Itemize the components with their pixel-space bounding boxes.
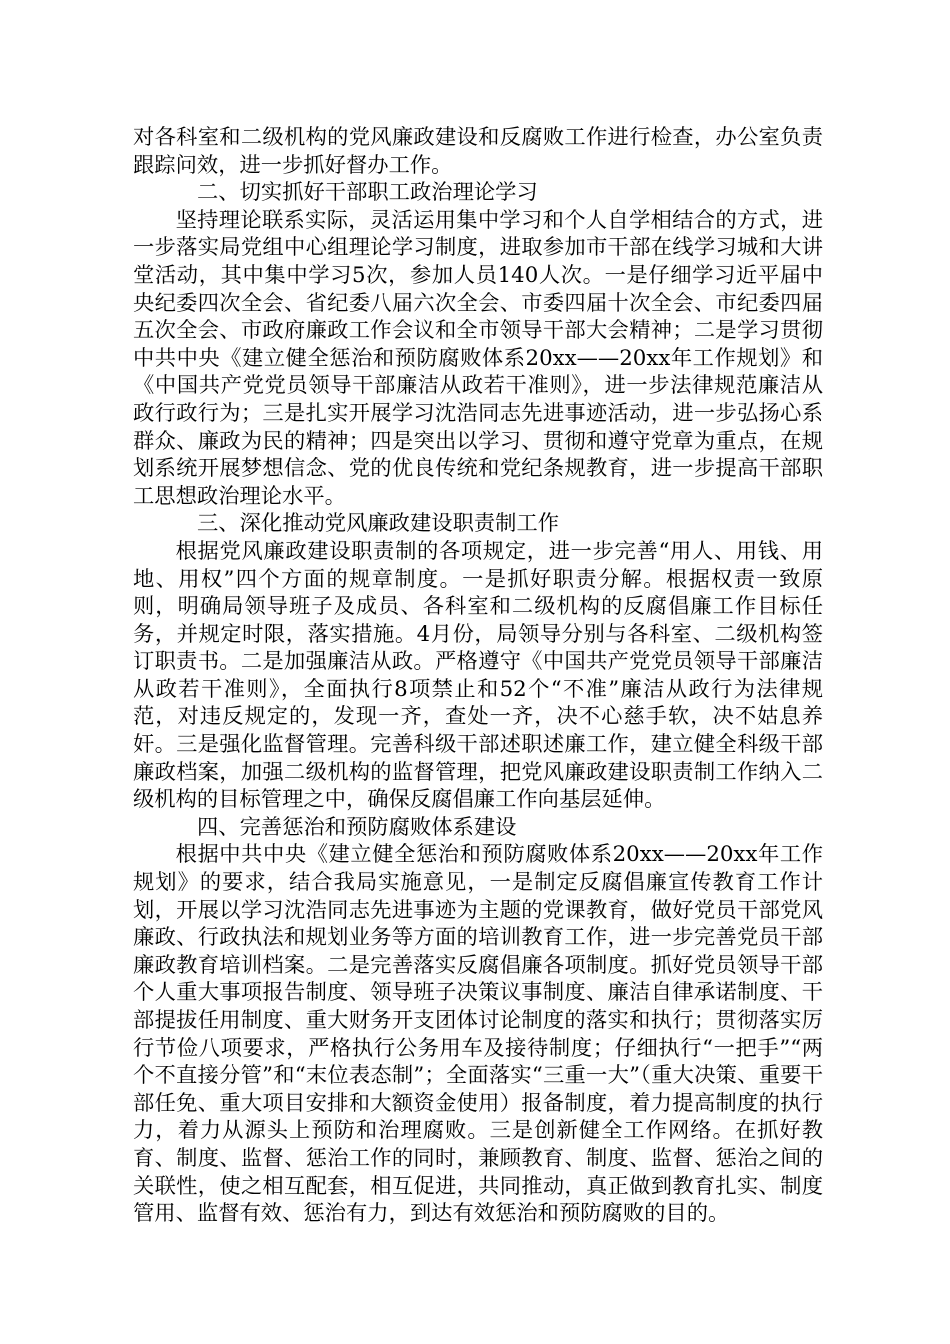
section-heading-4: 四、完善惩治和预防腐败体系建设: [197, 814, 517, 840]
paragraph-responsibility: 根据党风廉政建设职责制的各项规定，进一步完善“用人、用钱、用地、用权”四个方面的规章制度。一是抓好职责分解。根据权责一致原则，明确局领导班子及成员、各科室和二级机构的反腐倡廉工作目标任务，并规定时限，落实措施。4月份，局领导分别与各科室、二级机构签订职责书。二是加强廉洁从政。严格遵守《中国共产党党员领导干部廉洁从政若干准则》，全面执行8项禁止和52个“不准”廉洁从政行为法律规范，对违反规定的，发现一齐，查处一齐，决不心慈手软，决不姑息养奸。三是强化监督管理。完善科级干部述职述廉工作，建立健全科级干部廉政档案，加强二级机构的监督管理，把党风廉政建设职责制工作纳入二级机构的目标管理之中，确保反腐倡廉工作向基层延伸。: [133, 538, 823, 813]
paragraph-system: 根据中共中央《建立健全惩治和预防腐败体系20xx——20xx年工作规划》的要求，结合我局实施意见，一是制定反腐倡廉宣传教育工作计划，开展以学习沈浩同志先进事迹为主题的党课教育，做好党员干部党风廉政、行政执法和规划业务等方面的培训教育工作，进一步完善党员干部廉政教育培训档案。二是完善落实反腐倡廉各项制度。抓好党员领导干部个人重大事项报告制度、领导班子决策议事制度、廉洁自律承诺制度、干部提拔任用制度、重大财务开支团体讨论制度的落实和执行；贯彻落实厉行节俭八项要求，严格执行公务用车及接待制度；仔细执行“一把手”“两个不直接分管”和“末位表态制”；全面落实“三重一大”（重大决策、重要干部任免、重大项目安排和大额资金使用）报备制度，着力提高制度的执行力，着力从源头上预防和治理腐败。三是创新健全工作网络。在抓好教育、制度、监督、惩治工作的同时，兼顾教育、制度、监督、惩治之间的关联性，使之相互配套，相互促进，共同推动，真正做到教育扎实、制度管用、监督有效、惩治有力，到达有效惩治和预防腐败的目的。: [133, 842, 823, 1227]
document-body: [133, 124, 823, 1228]
section-heading-2: 二、切实抓好干部职工政治理论学习: [197, 180, 538, 206]
paragraph-study: 坚持理论联系实际，灵活运用集中学习和个人自学相结合的方式，进一步落实局党组中心组理论学习制度，进取参加市干部在线学习城和大讲堂活动，其中集中学习5次，参加人员140人次。一是仔细学习近平届中央纪委四次全会、省纪委八届六次全会、市委四届十次全会、市纪委四届五次全会、市政府廉政工作会议和全市领导干部大会精神；二是学习贯彻中共中央《建立健全惩治和预防腐败体系20xx——20xx年工作规划》和《中国共产党党员领导干部廉洁从政若干准则》，进一步法律规范廉洁从政行政行为；三是扎实开展学习沈浩同志先进事迹活动，进一步弘扬心系群众、廉政为民的精神；四是突出以学习、贯彻和遵守党章为重点，在规划系统开展梦想信念、党的优良传统和党纪条规教育，进一步提高干部职工思想政治理论水平。: [133, 207, 823, 509]
paragraph-continuation: 对各科室和二级机构的党风廉政建设和反腐败工作进行检查，办公室负责跟踪问效，进一步抓好督办工作。: [133, 125, 823, 178]
section-heading-3: 三、深化推动党风廉政建设职责制工作: [197, 511, 560, 537]
